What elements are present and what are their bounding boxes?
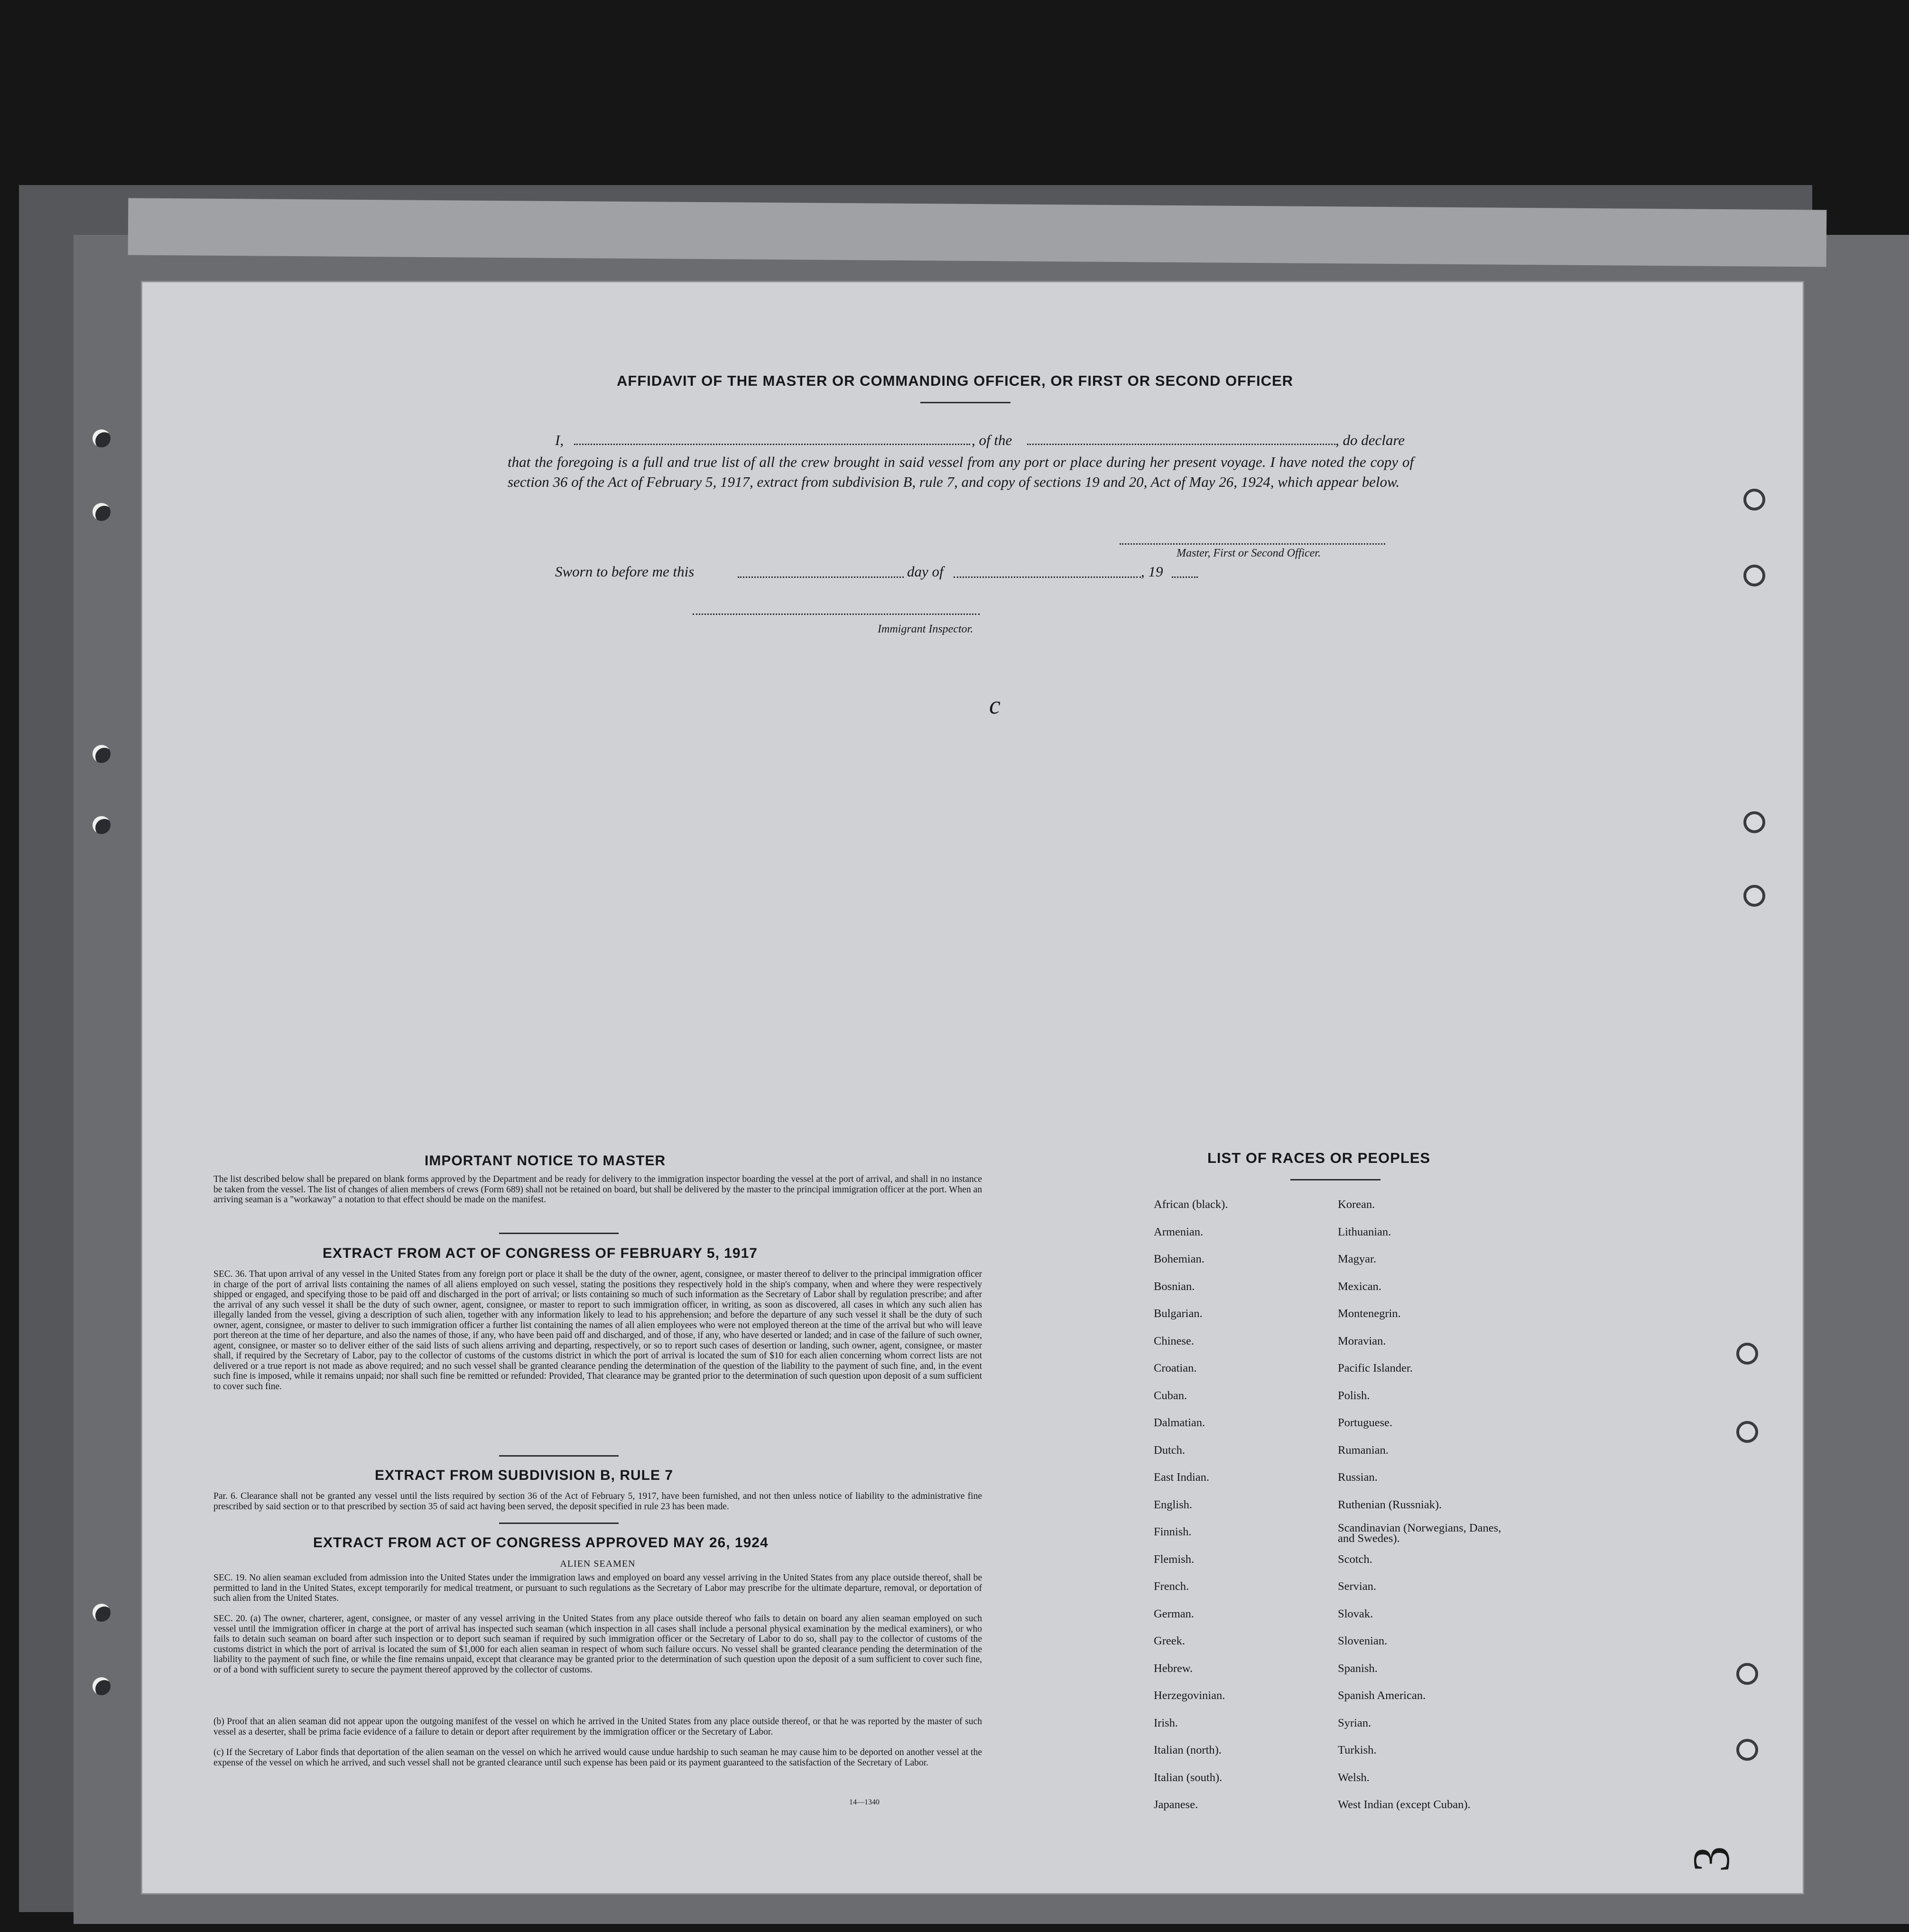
race-item: Montenegrin. — [1338, 1307, 1401, 1320]
race-item: Italian (north). — [1154, 1744, 1222, 1756]
race-item: Armenian. — [1154, 1225, 1204, 1238]
race-item: Portuguese. — [1338, 1416, 1392, 1429]
race-item: Dalmatian. — [1154, 1416, 1205, 1429]
handwritten-mark: c — [989, 691, 1001, 719]
races-column-2 — [1338, 1191, 1509, 1819]
alien-seamen-subtitle: ALIEN SEAMEN — [560, 1559, 636, 1569]
binder-hole — [93, 1677, 111, 1695]
extract-1924-sec19: SEC. 19. No alien seaman excluded from admission into the United States under the immigration laws and employed on board any vessel arriving in the United States from any place outside thereof, shall be permitted to land in the United States, except temporarily for medical treatment, or pursuant to such regulations as the Secretary of Labor may prescribe for the ultimate departure, removal, or deportation of such alien from the United States. — [213, 1573, 982, 1603]
race-item: Magyar. — [1338, 1253, 1376, 1265]
sworn-month-blank[interactable] — [954, 576, 1141, 578]
vessel-blank[interactable] — [1027, 444, 1335, 445]
race-item: East Indian. — [1154, 1471, 1210, 1484]
extract-1917-title: EXTRACT FROM ACT OF CONGRESS OF FEBRUARY 5, 1917 — [323, 1245, 758, 1261]
race-item: Dutch. — [1154, 1443, 1185, 1457]
race-item: Scandinavian (Norwegians, Danes, and Swedes). — [1338, 1522, 1501, 1545]
race-item: Japanese. — [1154, 1798, 1198, 1811]
binder-hole — [1743, 489, 1765, 511]
race-item: Russian. — [1338, 1471, 1378, 1484]
notice-text: The list described below shall be prepared on blank forms approved by the Department and be ready for delivery to the immigration inspector boarding the vessel at the port of arrival, and shall in no instance be taken from the vessel. The list of changes of alien members of crews (Form 689) shall not be retained on board, but shall be delivered by the master to the principal immigration officer at the port. When an arriving seaman is a "workaway" a notation to that effect should be made on the manifest. — [213, 1174, 982, 1205]
binder-hole — [1736, 1663, 1758, 1685]
race-item: French. — [1154, 1580, 1189, 1593]
affidavit-body — [508, 452, 1414, 492]
race-item: English. — [1154, 1498, 1192, 1511]
binder-hole — [1736, 1421, 1758, 1443]
race-item: Mexican. — [1338, 1280, 1381, 1293]
race-item: Spanish American. — [1338, 1689, 1426, 1702]
race-item: Scotch. — [1338, 1552, 1372, 1566]
race-item: Bosnian. — [1154, 1280, 1195, 1293]
extract-1924-title: EXTRACT FROM ACT OF CONGRESS APPROVED MAY 26, 1924 — [313, 1535, 769, 1551]
race-item: Bulgarian. — [1154, 1307, 1203, 1320]
affidavit-form-page — [142, 282, 1803, 1893]
signature-caption: Master, First or Second Officer. — [1177, 547, 1321, 559]
extract-1924-sec20b: (b) Proof that an alien seaman did not appear upon the outgoing manifest of the vessel on which he arrived in the United States from any place outside thereof, or that he was reported by the master of such vessel as a deserter, shall be prima facie evidence of a failure to detain or deport after requirement by the immigration officer or the Secretary of Labor. — [213, 1717, 982, 1737]
race-item: Finnish. — [1154, 1525, 1192, 1538]
races-column-1 — [1154, 1191, 1228, 1819]
affidavit-body-text: that the foregoing is a full and true list of all the crew brought in said vessel from any port or place during her present voyage. I have noted the copy of section 36 of the Act of February 5, 1917, extract from subdivision B, rule 7, and copy of sections 19 and 20, Act of May 26, 1924, which appear below. — [508, 454, 1414, 490]
affidavit-i: I, — [555, 432, 564, 448]
sworn-year: , 19 — [1141, 563, 1163, 580]
affidavit-of-the: , of the — [972, 432, 1012, 448]
section-rule — [499, 1233, 619, 1234]
race-item: Welsh. — [1338, 1771, 1370, 1784]
races-title: LIST OF RACES OR PEOPLES — [1207, 1150, 1431, 1166]
race-item: Servian. — [1338, 1580, 1376, 1593]
affidavit-title: AFFIDAVIT OF THE MASTER OR COMMANDING OFFICER, OR FIRST OR SECOND OFFICER — [617, 372, 1294, 389]
race-item: African (black). — [1154, 1198, 1228, 1211]
race-item: Greek. — [1154, 1635, 1185, 1647]
race-item: Polish. — [1338, 1389, 1370, 1402]
sworn-prefix: Sworn to before me this — [555, 563, 695, 580]
binder-hole — [1736, 1343, 1758, 1365]
race-item: Italian (south). — [1154, 1771, 1223, 1784]
section-rule — [499, 1523, 619, 1524]
sworn-day-blank[interactable] — [738, 576, 904, 578]
inspector-caption: Immigrant Inspector. — [878, 623, 973, 635]
races-rule — [1290, 1179, 1381, 1180]
sworn-day-of: day of — [907, 563, 944, 580]
binder-hole — [93, 745, 111, 763]
binder-hole — [1743, 565, 1765, 586]
race-item: Bohemian. — [1154, 1253, 1205, 1265]
race-item: Chinese. — [1154, 1334, 1195, 1347]
race-item: Ruthenian (Russniak). — [1338, 1498, 1442, 1511]
race-item: Cuban. — [1154, 1389, 1187, 1402]
race-item: Spanish. — [1338, 1662, 1378, 1675]
binder-hole — [93, 503, 111, 521]
extract-rule7-text: Par. 6. Clearance shall not be granted any vessel until the lists required by section 36 of the Act of February 5, 1917, have been furnished, and not then unless notice of liability to the administrative fine prescribed by said section or to that prescribed by section 35 of said act having been served, the deposit specified in rule 23 has been made. — [213, 1491, 982, 1512]
race-item: Lithuanian. — [1338, 1225, 1391, 1238]
signature-blank[interactable] — [1120, 543, 1385, 545]
race-item: Slovak. — [1338, 1607, 1373, 1620]
affidavit-line-1 — [555, 432, 564, 449]
extract-1924-sec20a: SEC. 20. (a) The owner, charterer, agent, consignee, or master of any vessel arriving in the United States from any place outside thereof who fails to detain on board any alien seaman employed on such vessel until the immigration officer in charge at the port of arrival has inspected such seaman (which inspection in all cases shall include a personal physical examination by the medical examiners), or who fails to detain such seaman on board after such inspection or to deport such seaman if required by such immigration officer or the Secretary of Labor to do so, shall pay to the collector of customs of the customs district in which the port of arrival is located the sum of $1,000 for each alien seaman in respect of whom such failure occurs. No vessel shall be granted clearance pending the determination of the liability to the payment of such fine, or while the fine remains unpaid, except that clearance may be granted prior to the determination of such question upon the deposit of a sum sufficient to cover such fine, or of a bond with sufficient surety to secure the payment thereof approved by the collector of customs. — [213, 1614, 982, 1675]
race-item: Croatian. — [1154, 1362, 1197, 1375]
race-item: Pacific Islander. — [1338, 1362, 1413, 1375]
section-rule — [499, 1455, 619, 1457]
handwritten-page-number: 3 — [1682, 1846, 1740, 1872]
extract-rule7-title: EXTRACT FROM SUBDIVISION B, RULE 7 — [375, 1468, 674, 1483]
name-blank[interactable] — [574, 444, 970, 445]
race-item: Rumanian. — [1338, 1443, 1389, 1457]
inspector-signature-blank[interactable] — [693, 613, 980, 615]
notice-title: IMPORTANT NOTICE TO MASTER — [425, 1153, 666, 1169]
race-item: Moravian. — [1338, 1334, 1386, 1347]
affidavit-declare: , do declare — [1335, 432, 1405, 448]
binder-hole — [1743, 885, 1765, 907]
race-item: German. — [1154, 1607, 1195, 1620]
race-item: Hebrew. — [1154, 1662, 1193, 1675]
race-item: Herzegovinian. — [1154, 1689, 1225, 1702]
form-number: 14—1340 — [849, 1798, 880, 1806]
race-item: Flemish. — [1154, 1552, 1195, 1566]
sworn-year-blank[interactable] — [1172, 576, 1198, 578]
binder-hole — [93, 816, 111, 834]
binder-hole — [93, 1604, 111, 1622]
binder-hole — [93, 429, 111, 447]
race-item: Slovenian. — [1338, 1635, 1388, 1647]
binder-hole — [1736, 1739, 1758, 1761]
binder-hole — [1743, 811, 1765, 833]
title-rule — [920, 402, 1010, 403]
extract-1924-sec20c: (c) If the Secretary of Labor finds that deportation of the alien seaman on the vessel on which he arrived would cause undue hardship to such seaman he may cause him to be deported on another vessel at the expense of the vessel on which he arrived, and such vessel shall not be granted clearance until such expense has been paid or its payment guaranteed to the satisfaction of the Secretary of Labor. — [213, 1747, 982, 1768]
race-item: Syrian. — [1338, 1716, 1372, 1729]
underlying-sheet-edge — [128, 198, 1827, 267]
extract-1917-text: SEC. 36. That upon arrival of any vessel in the United States from any foreign port or place it shall be the duty of the owner, agent, consignee, or master thereof to deliver to the principal immigration officer in charge of the port of arrival lists containing the names of all aliens employed on such vessel, stating the positions they respectively hold in the ship's company, when and where they were respectively shipped or engaged, and specifying those to be paid off and discharged in the port of arrival; or lists containing so much of such information as the Secretary of Labor shall by regulation prescribe; and after the arrival of any such vessel it shall be the duty of such owner, agent, consignee, or master to report to such immigration officer, in writing, as soon as discovered, all cases in which any such alien has illegally landed from the vessel, giving a description of such alien, together with any information likely to lead to his apprehension; and before the departure of any such vessel it shall be the duty of such owner, agent, consignee, or master to deliver to such immigration officer a further list containing the names of all alien employees who were not employed thereon at the time of the arrival but who will leave port thereon at the time of her departure, and also the names of those, if any, who have been paid off and discharged, and of those, if any, who have deserted or landed; and in case of the failure of such owner, agent, consignee, or master so to deliver either of the said lists of such aliens arriving and departing, respectively, or so to report such cases of desertion or landing, such owner, agent, consignee, or master shall, if required by the Secretary of Labor, pay to the collector of customs of the customs district in which the port of arrival is located the sum of $10 for each alien concerning whom correct lists are not delivered or a true report is not made as above required; and no such vessel shall be granted clearance pending the determination of the question of the liability to the payment of such fine, and, in the event such fine is imposed, while it remains unpaid; nor shall such fine be remitted or refunded: Provided, That clearance may be granted prior to the determination of such question upon deposit of a sum sufficient to cover such fine. — [213, 1269, 982, 1392]
race-item: Korean. — [1338, 1198, 1375, 1211]
race-item: West Indian (except Cuban). — [1338, 1798, 1471, 1811]
race-item: Irish. — [1154, 1716, 1178, 1729]
race-item: Turkish. — [1338, 1744, 1377, 1756]
